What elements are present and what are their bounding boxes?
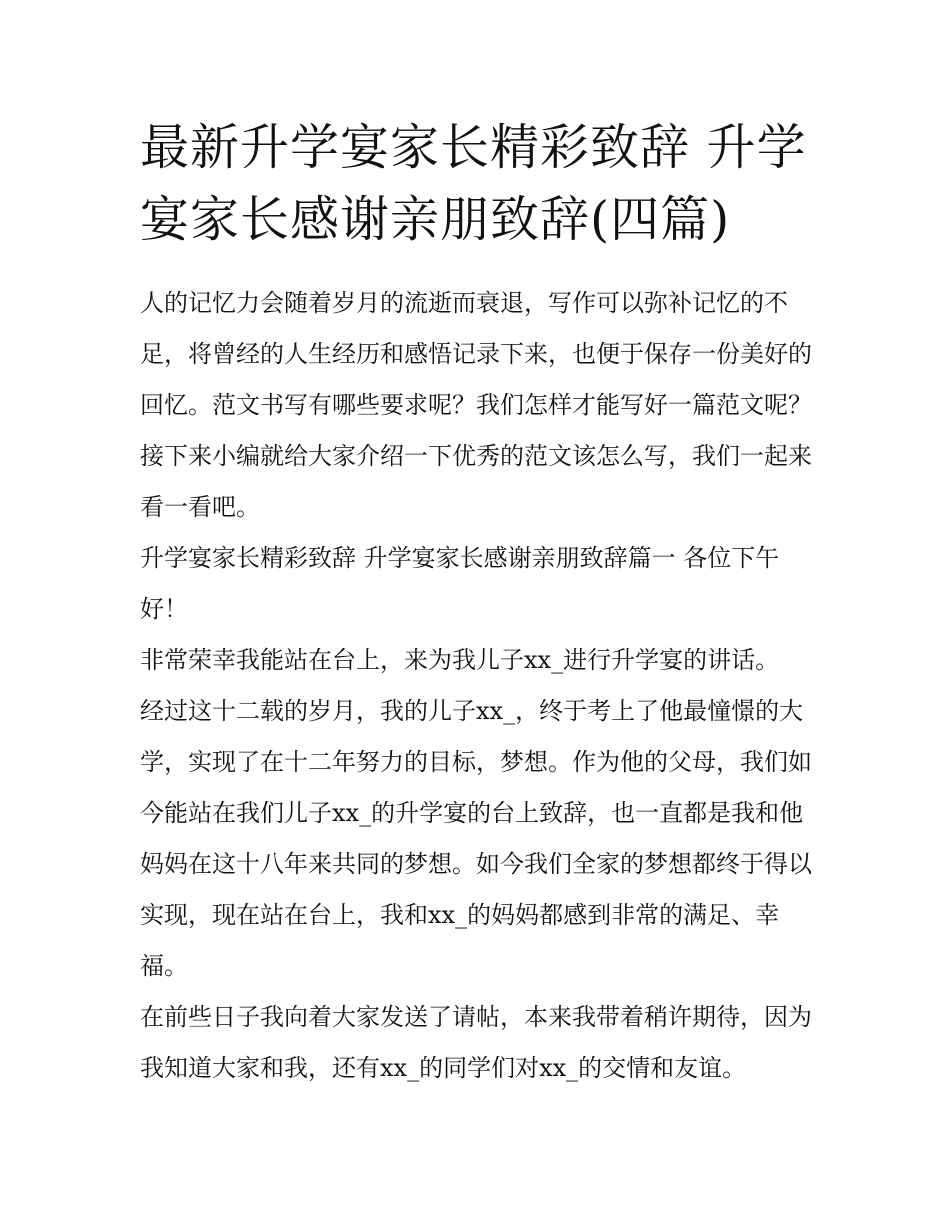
document-title: 最新升学宴家长精彩致辞 升学宴家长感谢亲朋致辞(四篇) bbox=[140, 119, 807, 248]
document-body bbox=[140, 278, 820, 1094]
paragraph-dream: 经过这十二载的岁月，我的儿子xx_，终于考上了他最憧憬的大学，实现了在十二年努力的目标，梦想。作为他的父母，我们如今能站在我们儿子xx_的升学宴的台上致辞，也一直都是我和他妈妈在这十八年来共同的梦想。如今我们全家的梦想都终于得以实现，现在站在台上，我和xx_的妈妈都感到非常的满足、幸福。 bbox=[140, 697, 812, 980]
paragraph-invitation: 在前些日子我向着大家发送了请帖，本来我带着稍许期待，因为我知道大家和我，还有xx_的同学们对xx_的交情和友谊。 bbox=[140, 1003, 812, 1082]
paragraph-heading-greeting: 升学宴家长精彩致辞 升学宴家长感谢亲朋致辞篇一 各位下午好！ bbox=[140, 544, 780, 623]
paragraph-intro: 人的记忆力会随着岁月的流逝而衰退，写作可以弥补记忆的不足，将曾经的人生经历和感悟记录下来，也便于保存一份美好的回忆。范文书写有哪些要求呢？我们怎样才能写好一篇范文呢？接下来小编就给大家介绍一下优秀的范文该怎么写，我们一起来看一看吧。 bbox=[140, 289, 812, 521]
paragraph-honor: 非常荣幸我能站在台上，来为我儿子xx_进行升学宴的讲话。 bbox=[140, 646, 780, 674]
